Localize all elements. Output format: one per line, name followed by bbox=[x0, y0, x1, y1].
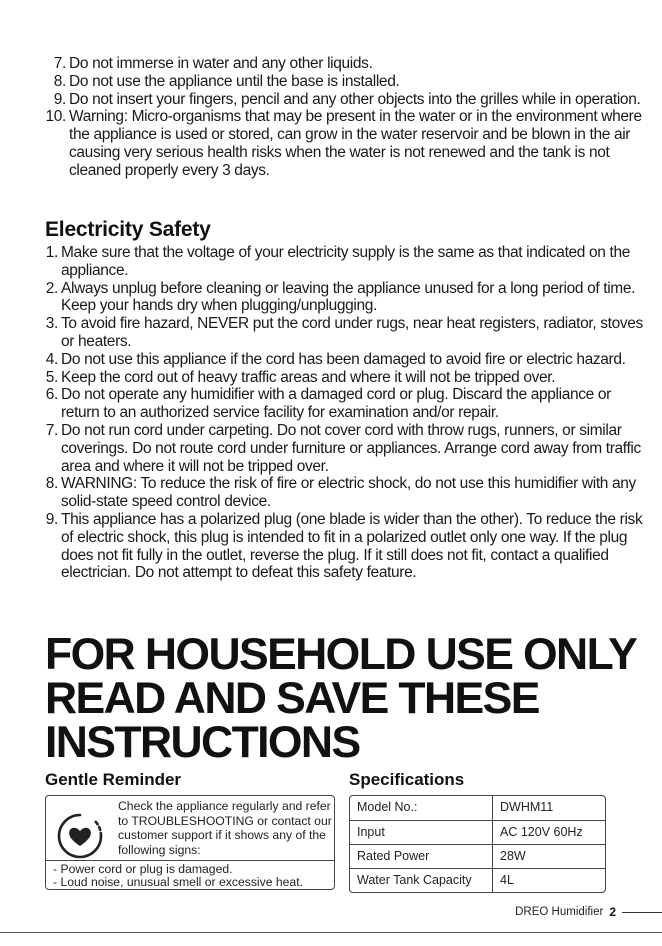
footer-brand: DREO Humidifier bbox=[515, 906, 604, 918]
list-item bbox=[38, 244, 650, 280]
item-text: Make sure that the voltage of your electricity supply is the same as that indicated on the appliance. bbox=[61, 244, 631, 279]
spec-value: 28W bbox=[500, 849, 526, 863]
spec-value: AC 120V 60Hz bbox=[500, 825, 583, 839]
reminder-text: Check the appliance regularly and refer to TROUBLESHOOTING or contact our customer support if it shows any of the following signs: bbox=[118, 799, 332, 857]
divider bbox=[46, 860, 334, 861]
item-number: 8. bbox=[45, 475, 58, 493]
gentle-reminder-title: Gentle Reminder bbox=[45, 770, 182, 789]
specifications-table bbox=[349, 795, 606, 893]
item-number: 4. bbox=[45, 350, 58, 368]
item-text: Do not immerse in water and any other liquids. bbox=[69, 55, 373, 72]
item-text: Do not run cord under carpeting. Do not cover cord with throw rugs, runners, or similar coverings. Do not route cord under furniture or appliances. Arrange cord away from traffic area and where it will not be tripped over. bbox=[61, 421, 641, 475]
spec-label: Water Tank Capacity bbox=[350, 869, 493, 892]
item-text: WARNING: To reduce the risk of fire or electric shock, do not use this humidifier with any solid-state speed control device. bbox=[61, 475, 636, 511]
table-row bbox=[350, 844, 605, 868]
list-item: - Loud noise, unusual smell or excessive heat. bbox=[53, 874, 303, 889]
spec-label: Rated Power bbox=[350, 845, 493, 868]
item-text: Keep the cord out of heavy traffic areas and where it will not be tripped over. bbox=[61, 368, 556, 386]
list-item bbox=[38, 369, 650, 387]
item-number: 7. bbox=[45, 421, 58, 439]
list-item bbox=[10, 55, 650, 73]
safety-list-continued bbox=[10, 55, 650, 180]
item-number: 1. bbox=[45, 244, 58, 261]
specifications-title: Specifications bbox=[349, 770, 465, 789]
item-text: Warning: Micro-organisms that may be present in the water or in the environment where the appliance is used or stored, can grow in the water reservoir and be blown in the air causing very serious health risks when the water is not renewed and the tank is not cleaned properly every 3 days. bbox=[69, 108, 642, 179]
item-number: 10. bbox=[45, 108, 66, 126]
list-item bbox=[38, 351, 650, 369]
household-use-banner bbox=[45, 630, 645, 767]
table-row bbox=[350, 820, 605, 844]
page-footer bbox=[515, 905, 662, 919]
item-number: 9. bbox=[53, 90, 66, 108]
heart-care-icon bbox=[55, 811, 105, 861]
list-item: - Power cord or plug is damaged. bbox=[53, 862, 233, 876]
electricity-safety-list bbox=[38, 244, 650, 582]
item-number: 8. bbox=[53, 72, 66, 90]
item-text: Do not operate any humidifier with a damaged cord or plug. Discard the appliance or return to an authorized service facility for examination and/or repair. bbox=[61, 386, 611, 422]
page-number: 2 bbox=[609, 905, 616, 919]
item-number: 2. bbox=[45, 279, 58, 297]
list-item bbox=[10, 73, 650, 91]
banner-line: FOR HOUSEHOLD USE ONLY bbox=[45, 630, 637, 679]
spec-value: DWHM11 bbox=[500, 800, 554, 814]
item-text: Always unplug before cleaning or leaving the appliance unused for a long period of time. Keep your hands dry when plugging/unplugging. bbox=[61, 279, 636, 315]
warning-signs-list bbox=[53, 863, 303, 888]
item-number: 7. bbox=[53, 55, 66, 72]
list-item bbox=[38, 280, 650, 316]
list-item bbox=[38, 475, 650, 511]
spec-value: 4L bbox=[500, 873, 514, 887]
item-number: 5. bbox=[45, 368, 58, 386]
item-text: To avoid fire hazard, NEVER put the cord under rugs, near heat registers, radiator, stoves or heaters. bbox=[61, 315, 643, 350]
list-item bbox=[10, 108, 650, 179]
bottom-rule bbox=[0, 932, 662, 933]
list-item bbox=[38, 315, 650, 351]
spec-label: Input bbox=[350, 821, 493, 844]
item-number: 9. bbox=[45, 510, 58, 528]
spec-label: Model No.: bbox=[350, 796, 493, 820]
list-item bbox=[38, 511, 650, 582]
item-text: Do not insert your fingers, pencil and any other objects into the grilles while in operation. bbox=[69, 90, 641, 108]
item-number: 6. bbox=[45, 386, 58, 404]
item-text: Do not use this appliance if the cord has been damaged to avoid fire or electric hazard. bbox=[61, 350, 626, 368]
list-item bbox=[10, 91, 650, 109]
banner-line: READ AND SAVE THESE bbox=[45, 674, 539, 723]
gentle-reminder-box bbox=[45, 795, 335, 890]
item-text: Do not use the appliance until the base is installed. bbox=[69, 72, 400, 90]
banner-line: INSTRUCTIONS bbox=[45, 718, 360, 767]
table-row bbox=[350, 868, 605, 892]
footer-rule bbox=[622, 912, 662, 913]
list-item bbox=[38, 422, 650, 475]
list-item bbox=[38, 386, 650, 422]
section-title-electricity-safety: Electricity Safety bbox=[45, 218, 211, 241]
table-row bbox=[350, 796, 605, 820]
item-number: 3. bbox=[45, 315, 58, 333]
item-text: This appliance has a polarized plug (one blade is wider than the other). To reduce the risk of electric shock, this plug is intended to fit in a polarized outlet only one way. If the plug does not fit fully in the outlet, reverse the plug. If it still does not fit, contact a qualified electrician. Do not attempt to defeat this safety feature. bbox=[61, 510, 643, 582]
